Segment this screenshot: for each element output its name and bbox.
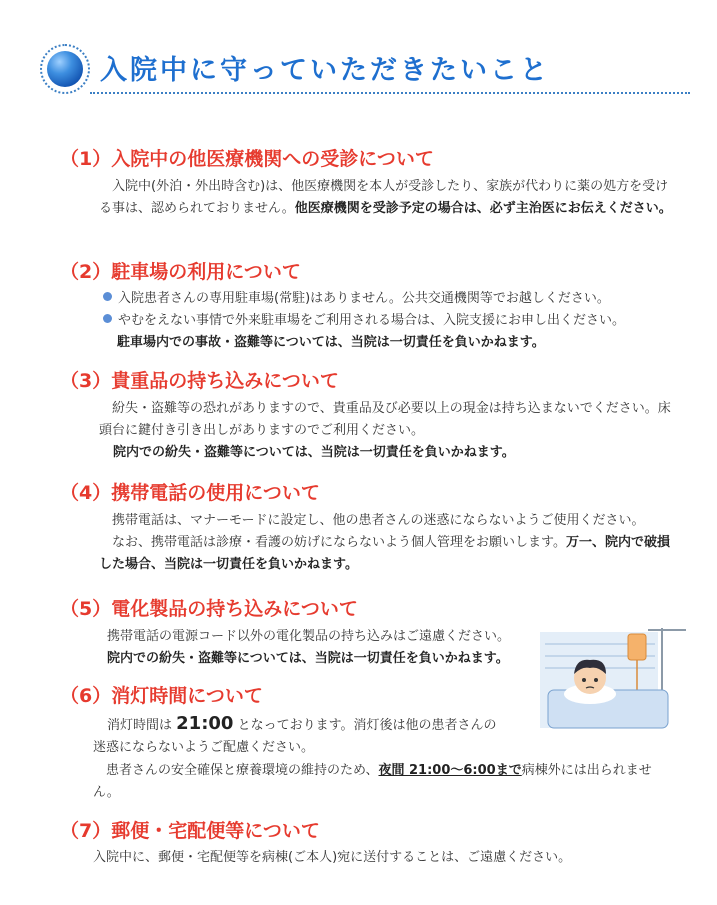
list-item-text: 入院患者さんの専用駐車場(常駐)はありません。公共交通機関等でお越しください。: [118, 291, 610, 306]
section-title: （5）電化製品の持ち込みについて: [60, 598, 358, 620]
body-text: となっております。消灯後は他の患者さんの: [237, 718, 497, 733]
body-line: 携帯電話の電源コード以外の電化製品の持ち込みはご遠慮ください。: [107, 629, 511, 644]
iv-bag-icon: [628, 634, 646, 660]
list-item: [103, 288, 610, 310]
page-header: [40, 44, 655, 94]
lights-out-time: 21:00: [176, 713, 234, 734]
body-text: 入院中(外泊・外出時含む)は、他医療機関を本人が受診したり、家族が代わりに薬の処方を受ける事は、認められておりません。: [99, 179, 669, 216]
list-item: [103, 310, 625, 332]
section-body: 紛失・盗難等の恐れがありますので、貴重品及び必要以上の現金は持ち込まないでください。床頭台に鍵付き引き出しがありますのでご利用ください。: [99, 401, 671, 438]
body-line: [99, 532, 679, 576]
disclaimer-text: 院内での紛失・盗難等については、当院は一切責任を負いかねます。: [107, 651, 509, 666]
section-body: [93, 760, 671, 804]
body-line: 入院中に、郵便・宅配便等を病棟(ご本人)宛に送付することは、ご遠慮ください。: [93, 850, 572, 865]
body-text: 病棟外には出られません。: [93, 763, 652, 800]
body-text: なお、携帯電話は診療・看護の妨げにならないよう個人管理をお願いします。: [112, 535, 566, 550]
patient-in-bed-with-iv-illustration: [540, 622, 690, 732]
body-emphasis: 他医療機関を受診予定の場合は、必ず主治医にお伝えください。: [294, 201, 672, 216]
blue-sphere-icon: [47, 51, 83, 87]
body-line: 迷惑にならないようご配慮ください。: [93, 740, 315, 755]
section-title: （3）貴重品の持ち込みについて: [60, 370, 339, 392]
body-emphasis: 万一、院内で破損した場合、当院は一切責任を負いかねます。: [99, 535, 670, 572]
bullet-icon: [103, 292, 112, 301]
body-line: [107, 712, 497, 738]
section-title: （7）郵便・宅配便等について: [60, 820, 320, 842]
body-text: 患者さんの安全確保と療養環境の維持のため、: [106, 763, 379, 778]
section-title: （1）入院中の他医療機関への受診について: [60, 148, 434, 170]
page-title: 入院中に守っていただきたいこと: [100, 55, 550, 86]
section-title: （6）消灯時間について: [60, 685, 263, 707]
section-body: [99, 510, 679, 576]
disclaimer-text: 駐車場内での事故・盗難等については、当院は一切責任を負いかねます。: [117, 335, 545, 350]
header-divider: [90, 92, 690, 94]
bullet-icon: [103, 314, 112, 323]
body-line: 携帯電話は、マナーモードに設定し、他の患者さんの迷惑にならないようご使用ください。: [112, 513, 645, 528]
disclaimer-text: 院内での紛失・盗難等については、当院は一切責任を負いかねます。: [113, 445, 515, 460]
body-text: 消灯時間は: [107, 718, 173, 733]
section-title: （2）駐車場の利用について: [60, 261, 301, 283]
night-hours-emphasis: 夜間 21:00〜6:00まで: [378, 763, 522, 778]
section-title: （4）携帯電話の使用について: [60, 482, 320, 504]
list-item-text: やむをえない事情で外来駐車場をご利用される場合は、入院支援にお申し出ください。: [118, 313, 626, 328]
section-body: [99, 176, 674, 220]
